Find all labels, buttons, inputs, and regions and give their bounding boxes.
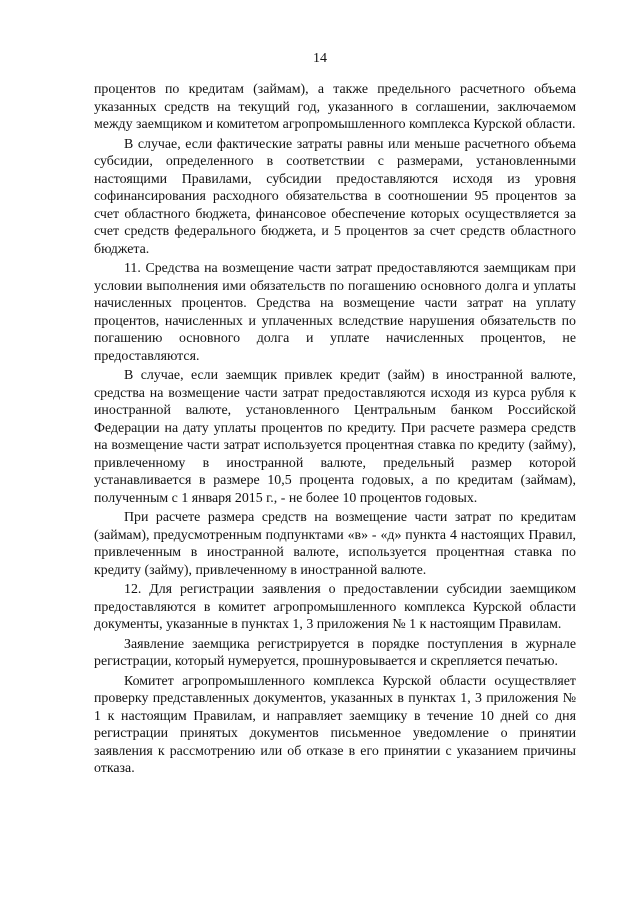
paragraph-clause-11: 11. Средства на возмещение части затрат предоставляются заемщикам при условии выполнения ими обязательств по погашению основного долга и уплаты начисленных процентов. Средства на возмещение части затрат на уплату процентов, начисленных и уплаченных вследствие нарушения обязательств по погашению основного долга и уплате начисленных процентов, не предоставляются. <box>94 261 576 364</box>
paragraph-registration-journal: Заявление заемщика регистрируется в порядке поступления в журнале регистрации, который нумеруется, прошнуровывается и скрепляется печатью. <box>94 636 576 669</box>
page-number: 14 <box>313 51 327 66</box>
paragraph-clause-12: 12. Для регистрации заявления о предоставлении субсидии заемщиком предоставляются в комитет агропромышленного комплекса Курской области документы, указанные в пунктах 1, 3 приложения № 1 к настоящим Правилам. <box>94 582 576 632</box>
paragraph-continuation: процентов по кредитам (займам), а также предельного расчетного объема указанных средств на текущий год, указанного в соглашении, заключаемом между заемщиком и комитетом агропромышленного комплекса Курской области. <box>94 82 576 132</box>
paragraph-foreign-currency-rate: При расчете размера средств на возмещение части затрат по кредитам (займам), предусмотренным подпунктами «в» - «д» пункта 4 настоящих Правил, привлеченным в иностранной валюте, используется процентная ставка по кредиту (займу), привлеченному в иностранной валюте. <box>94 510 576 578</box>
paragraph-subsidy-cofinancing: В случае, если фактические затраты равны или меньше расчетного объема субсидии, определенного в соответствии с размерами, установленными настоящими Правилами, субсидии предоставляются исходя из уровня софинансирования расходного обязательства в соотношении 95 процентов за счет областного бюджета, финансовое обеспечение которых осуществляется за счет средств федерального бюджета, и 5 процентов за счет средств областного бюджета. <box>94 136 576 257</box>
document-body <box>94 81 576 780</box>
paragraph-foreign-currency: В случае, если заемщик привлек кредит (займ) в иностранной валюте, средства на возмещение части затрат предоставляются исходя из курса рубля к иностранной валюте, установленного Центральным банком Российской Федерации на дату уплаты процентов по кредиту. При расчете размера средств на возмещение части затрат используется процентная ставка по кредиту (займу), привлеченному в иностранной валюте, предельный размер которой устанавливается в размере 10,5 процента годовых, а по кредитам (займам), полученным с 1 января 2015 г., - не более 10 процентов годовых. <box>94 368 576 506</box>
paragraph-document-review: Комитет агропромышленного комплекса Курской области осуществляет проверку представленных документов, указанных в пунктах 1, 3 приложения № 1 к настоящим Правилам, и направляет заемщику в течение 10 дней со дня регистрации принятых документов письменное уведомление о принятии заявления к рассмотрению или об отказе в его принятии с указанием причины отказа. <box>94 673 576 776</box>
